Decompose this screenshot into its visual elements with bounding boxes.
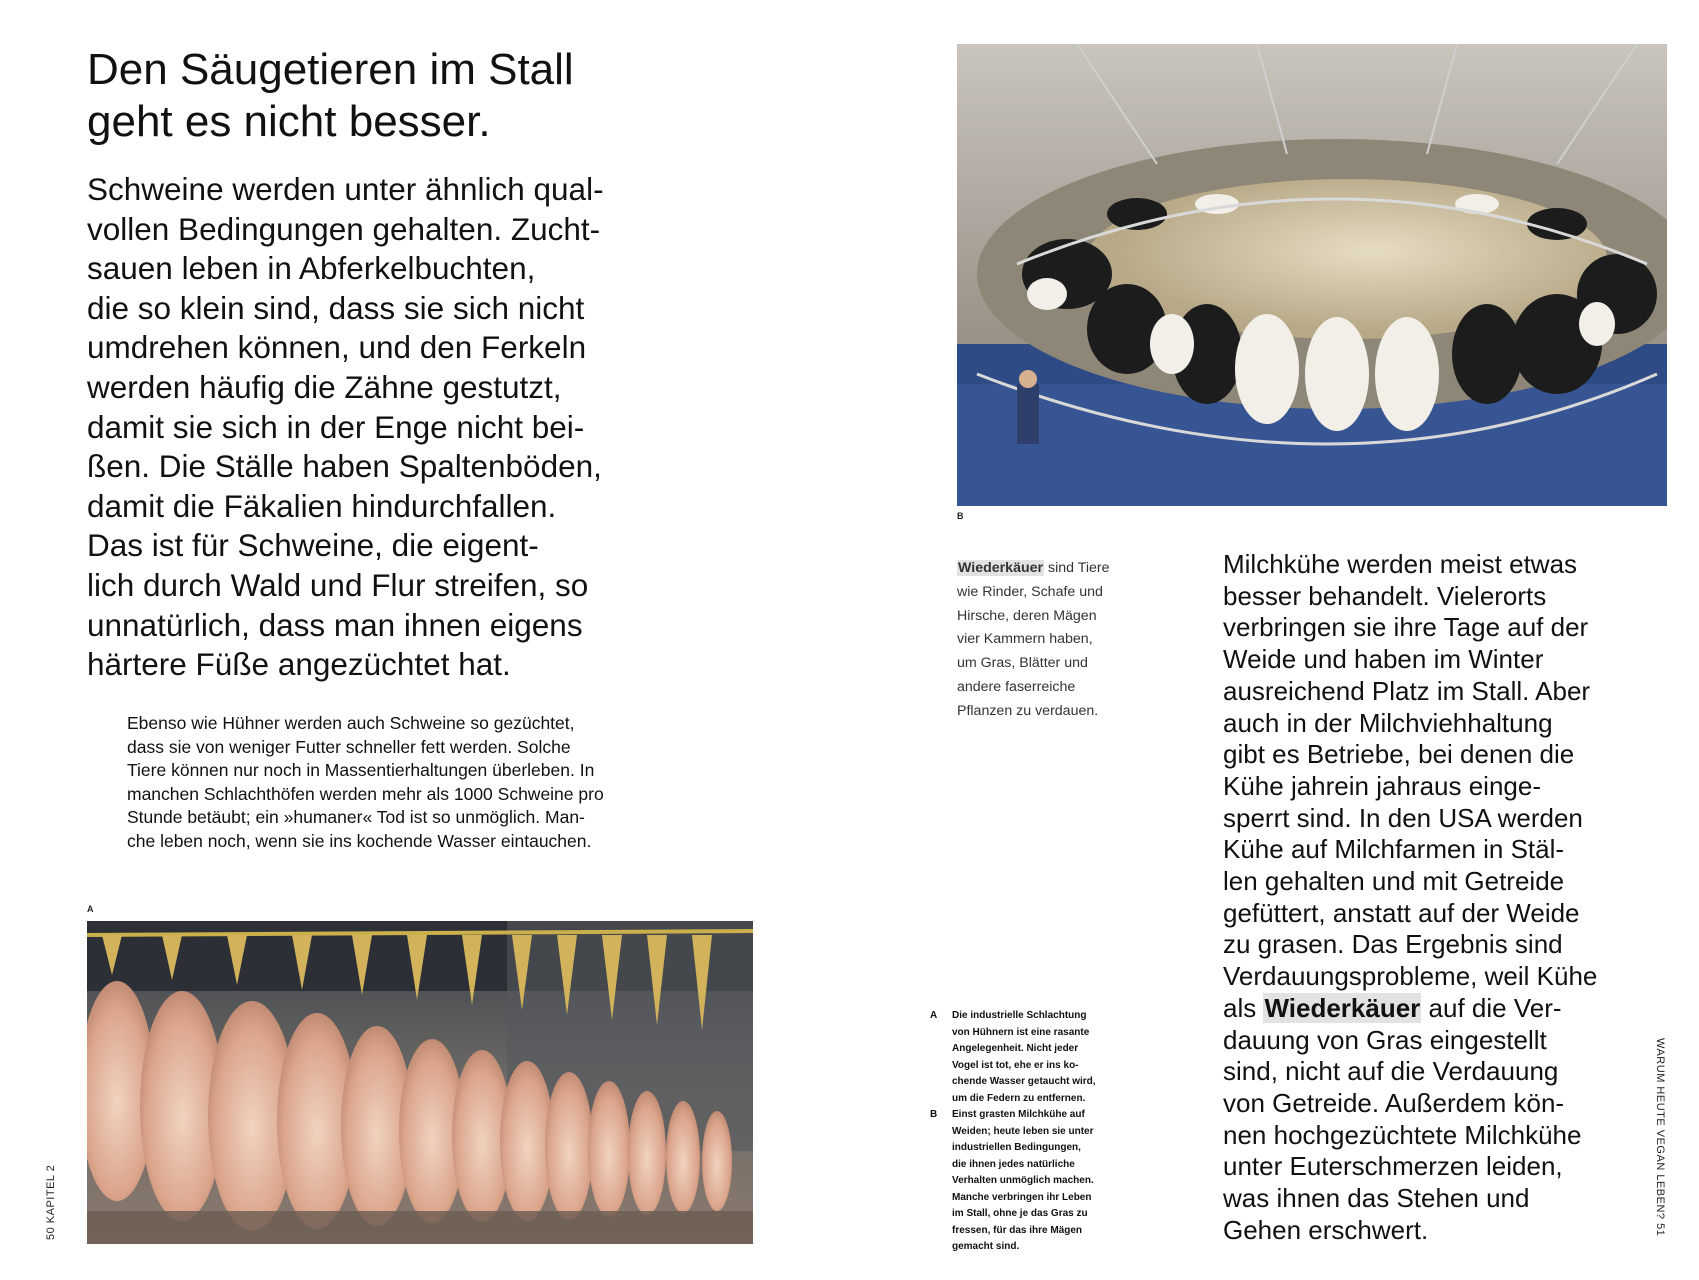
glossary-line: Hirsche, deren Mägen	[957, 607, 1097, 624]
body-line: Tiere können nur noch in Massentierhaltungen überleben. In	[127, 760, 595, 781]
caption-line: Verhalten unmöglich machen.	[952, 1175, 1094, 1186]
caption-line: chende Wasser getaucht wird,	[952, 1076, 1096, 1087]
lead-line: ßen. Die Ställe haben Spaltenböden,	[87, 448, 602, 485]
glossary-term: Wiederkäuer	[958, 560, 1044, 576]
caption-line: gemacht sind.	[952, 1241, 1020, 1252]
text-line: auch in der Milchviehhaltung	[1223, 707, 1553, 738]
lead-line: werden häufig die Zähne gestutzt,	[87, 368, 562, 405]
text-line	[1223, 993, 1643, 1025]
lead-line: lich durch Wald und Flur streifen, so	[87, 566, 589, 603]
text-line: verbringen sie ihre Tage auf der	[1223, 612, 1589, 643]
text-line: was ihnen das Stehen und	[1223, 1183, 1530, 1214]
lead-line: damit sie sich in der Enge nicht bei-	[87, 408, 585, 445]
glossary-line: wie Rinder, Schafe und	[957, 583, 1103, 600]
body-paragraph	[127, 712, 707, 854]
text-line: zu grasen. Das Ergebnis sind	[1223, 929, 1563, 960]
glossary-line: vier Kammern haben,	[957, 631, 1093, 648]
lead-line: Das ist für Schweine, die eigent-	[87, 527, 539, 564]
caption-line: Die industrielle Schlachtung	[952, 1010, 1087, 1021]
text-line: dauung von Gras eingestellt	[1223, 1024, 1547, 1055]
lead-line: unnatürlich, dass man ihnen eigens	[87, 606, 583, 643]
glossary-line: Pflanzen zu verdauen.	[957, 702, 1099, 719]
lead-line: damit die Fäkalien hindurchfallen.	[87, 487, 557, 524]
text-line: gibt es Betriebe, bei denen die	[1223, 739, 1575, 770]
text-line: Milchkühe werden meist etwas	[1223, 549, 1578, 579]
caption-text	[952, 1107, 1130, 1256]
body-line: dass sie von weniger Futter schneller fett werden. Solche	[127, 736, 571, 757]
text-line: nen hochgezüchtete Milchkühe	[1223, 1119, 1582, 1150]
title-line: Den Säugetieren im Stall	[87, 45, 574, 94]
glossary-line: andere faserreiche	[957, 678, 1076, 695]
caption-a	[930, 1008, 1130, 1107]
body-line: Stunde betäubt; ein »humaner« Tod ist so unmöglich. Man-	[127, 807, 585, 828]
text-line: Gehen erschwert.	[1223, 1214, 1429, 1245]
caption-line: um die Federn zu entfernen.	[952, 1092, 1086, 1104]
text-line: Verdauungsprobleme, weil Kühe	[1223, 961, 1598, 992]
chicken-processing-photo	[87, 921, 753, 1244]
body-line: manchen Schlachthöfen werden mehr als 1000 Schweine pro	[127, 783, 604, 804]
caption-line: im Stall, ohne je das Gras zu	[952, 1208, 1088, 1219]
glossary-line-rest: sind Tiere	[1044, 560, 1110, 576]
text-line: sperrt sind. In den USA werden	[1223, 802, 1583, 833]
text-line: unter Euterschmerzen leiden,	[1223, 1151, 1563, 1182]
title-line: geht es nicht besser.	[87, 97, 491, 146]
text-line: len gehalten und mit Getreide	[1223, 866, 1565, 897]
lead-line: Schweine werden unter ähnlich qual-	[87, 171, 604, 207]
text-line: sind, nicht auf die Verdauung	[1223, 1056, 1559, 1087]
caption-line: Vogel ist tot, ehe er ins ko-	[952, 1059, 1079, 1071]
image-b-label: B	[957, 511, 964, 521]
caption-line: Weiden; heute leben sie unter	[952, 1125, 1094, 1137]
glossary-line: um Gras, Blätter und	[957, 655, 1088, 672]
caption-text	[952, 1008, 1130, 1107]
page-number-left: 50 KAPITEL 2	[45, 1164, 57, 1240]
text-line: Kühe auf Milchfarmen in Stäl-	[1223, 834, 1565, 865]
text-line: besser behandelt. Vielerorts	[1223, 580, 1547, 611]
text-line: gefüttert, anstatt auf der Weide	[1223, 897, 1580, 928]
image-captions	[930, 1008, 1130, 1256]
glossary-line	[957, 557, 1157, 581]
page-number-right: WARUM HEUTE VEGAN LEBEN? 51	[1654, 1038, 1666, 1237]
caption-line: industriellen Bedingungen,	[952, 1142, 1081, 1153]
caption-line: Einst grasten Milchkühe auf	[952, 1109, 1085, 1120]
glossary-note	[957, 557, 1157, 724]
dairy-carousel-photo	[957, 44, 1667, 506]
highlighted-term: Wiederkäuer	[1264, 992, 1421, 1023]
text-line: Weide und haben im Winter	[1223, 644, 1544, 675]
main-paragraph	[1223, 549, 1643, 1246]
text-fragment: auf die Ver-	[1421, 992, 1562, 1023]
image-a-label: A	[87, 904, 94, 914]
caption-line: fressen, für das ihre Mägen	[952, 1224, 1083, 1236]
lead-line: sauen leben in Abferkelbuchten,	[87, 250, 536, 287]
lead-paragraph	[87, 170, 727, 685]
lead-line: vollen Bedingungen gehalten. Zucht-	[87, 210, 601, 247]
body-line: Ebenso wie Hühner werden auch Schweine so gezüchtet,	[127, 713, 575, 733]
caption-line: von Hühnern ist eine rasante	[952, 1026, 1090, 1038]
caption-line: Angelegenheit. Nicht jeder	[952, 1043, 1079, 1054]
caption-b	[930, 1107, 1130, 1256]
caption-letter: A	[930, 1010, 938, 1021]
text-line: ausreichend Platz im Stall. Aber	[1223, 675, 1591, 706]
page-title	[87, 44, 727, 148]
body-line: che leben noch, wenn sie ins kochende Wasser eintauchen.	[127, 830, 592, 851]
lead-line: härtere Füße angezüchtet hat.	[87, 646, 511, 683]
lead-line: die so klein sind, dass sie sich nicht	[87, 289, 585, 326]
text-line: Kühe jahrein jahraus einge-	[1223, 770, 1541, 801]
lead-line: umdrehen können, und den Ferkeln	[87, 329, 587, 366]
caption-line: die ihnen jedes natürliche	[952, 1158, 1075, 1170]
caption-line: Manche verbringen ihr Leben	[952, 1191, 1092, 1203]
text-fragment: als	[1223, 992, 1264, 1023]
text-line: von Getreide. Außerdem kön-	[1223, 1087, 1565, 1118]
caption-letter: B	[930, 1109, 938, 1120]
